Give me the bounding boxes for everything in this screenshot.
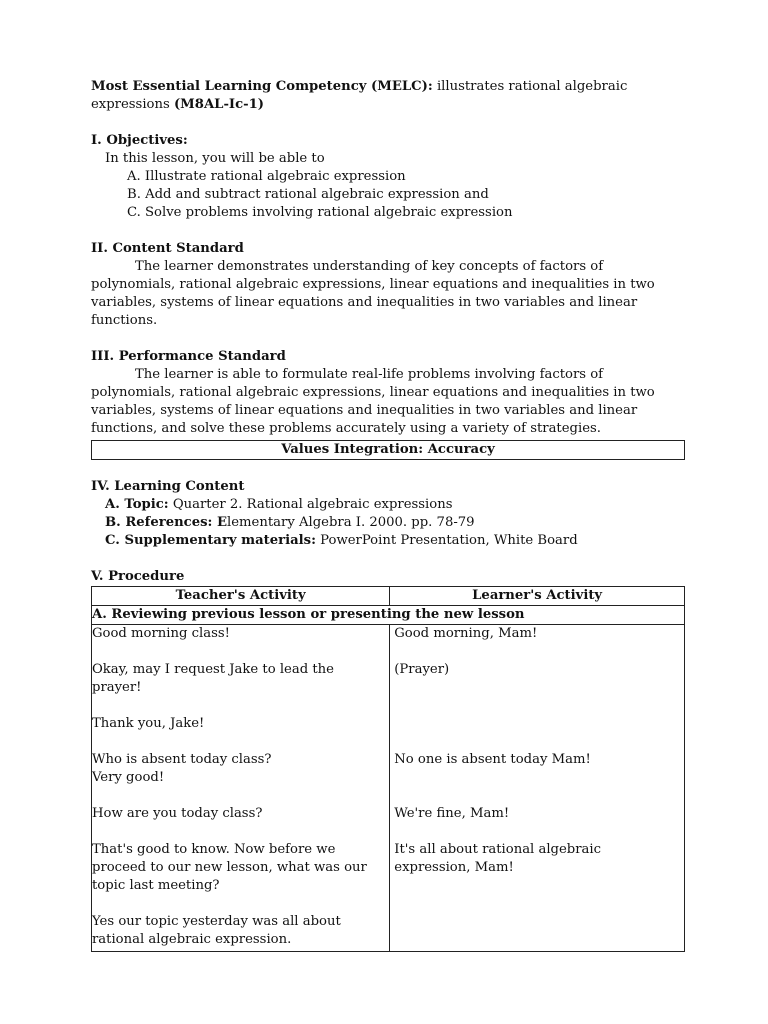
procedure-heading: V. Procedure bbox=[91, 569, 185, 584]
teacher-line: Who is absent today class? bbox=[92, 752, 272, 767]
learner-line: It's all about rational algebraic expression, Mam! bbox=[394, 842, 602, 875]
teacher-line: How are you today class? bbox=[92, 806, 263, 821]
teacher-line: Good morning class! bbox=[92, 626, 230, 641]
objective-item: B. Add and subtract rational algebraic expression and bbox=[127, 187, 489, 202]
teacher-line: Very good! bbox=[92, 770, 165, 785]
table-header-row bbox=[92, 587, 685, 606]
topic-value: Quarter 2. Rational algebraic expressions bbox=[168, 497, 453, 512]
melc-code: (M8AL-Ic-1) bbox=[173, 97, 265, 112]
learner-line: (Prayer) bbox=[394, 662, 450, 677]
topic-label: A. Topic: bbox=[105, 497, 169, 512]
references-value: lementary Algebra I. 2000. pp. 78-79 bbox=[227, 515, 475, 530]
references-line bbox=[91, 514, 685, 532]
melc-line bbox=[91, 78, 685, 114]
objectives-heading: I. Objectives: bbox=[91, 133, 188, 148]
learning-content-heading: IV. Learning Content bbox=[91, 479, 245, 494]
melc-label: Most Essential Learning Competency (MELC): bbox=[91, 79, 433, 94]
content-standard-text: The learner demonstrates understanding of key concepts of factors of polynomials, rational algebraic expressions, linear equations and inequalities in two variables, systems of linear equations and inequalities in two variables and linear functions. bbox=[91, 259, 655, 328]
teacher-line: Yes our topic yesterday was all about rational algebraic expression. bbox=[92, 914, 341, 947]
learner-line: No one is absent today Mam! bbox=[394, 752, 591, 767]
section-a-title: A. Reviewing previous lesson or presenting the new lesson bbox=[92, 606, 685, 625]
col-learner-header: Learner's Activity bbox=[390, 587, 685, 606]
learner-activity-cell bbox=[390, 625, 685, 952]
teacher-line: Thank you, Jake! bbox=[92, 716, 205, 731]
materials-line bbox=[91, 532, 685, 550]
melc-text-1: illustrates rational algebraic bbox=[432, 79, 628, 94]
materials-label: C. Supplementary materials: bbox=[105, 533, 316, 548]
teacher-line: Okay, may I request Jake to lead the prayer! bbox=[92, 662, 334, 695]
table-row bbox=[92, 625, 685, 952]
references-label: B. References: E bbox=[105, 515, 228, 530]
topic-line bbox=[91, 496, 685, 514]
teacher-activity-cell bbox=[92, 625, 390, 952]
materials-value: PowerPoint Presentation, White Board bbox=[315, 533, 578, 548]
performance-standard-text: The learner is able to formulate real-life problems involving factors of polynomials, rational algebraic expressions, linear equations and inequalities in two variables, systems of linear equations and inequalities in two variables and linear functions, and solve these problems accurately using a variety of strategies. bbox=[91, 367, 655, 436]
values-integration-box: Values Integration: Accuracy bbox=[91, 440, 685, 460]
learner-line: Good morning, Mam! bbox=[394, 626, 538, 641]
lesson-plan-page bbox=[91, 78, 685, 952]
col-teacher-header: Teacher's Activity bbox=[92, 587, 390, 606]
learner-line: We're fine, Mam! bbox=[394, 806, 510, 821]
objectives-intro: In this lesson, you will be able to bbox=[105, 151, 325, 166]
objective-item: A. Illustrate rational algebraic expression bbox=[127, 169, 406, 184]
melc-text-2: expressions bbox=[91, 97, 174, 112]
performance-standard-heading: III. Performance Standard bbox=[91, 349, 286, 364]
content-standard-heading: II. Content Standard bbox=[91, 241, 244, 256]
teacher-line: That's good to know. Now before we proceed to our new lesson, what was our topic last meeting? bbox=[92, 842, 367, 893]
section-a-row bbox=[92, 606, 685, 625]
objective-item: C. Solve problems involving rational algebraic expression bbox=[127, 205, 513, 220]
procedure-table bbox=[91, 586, 685, 952]
